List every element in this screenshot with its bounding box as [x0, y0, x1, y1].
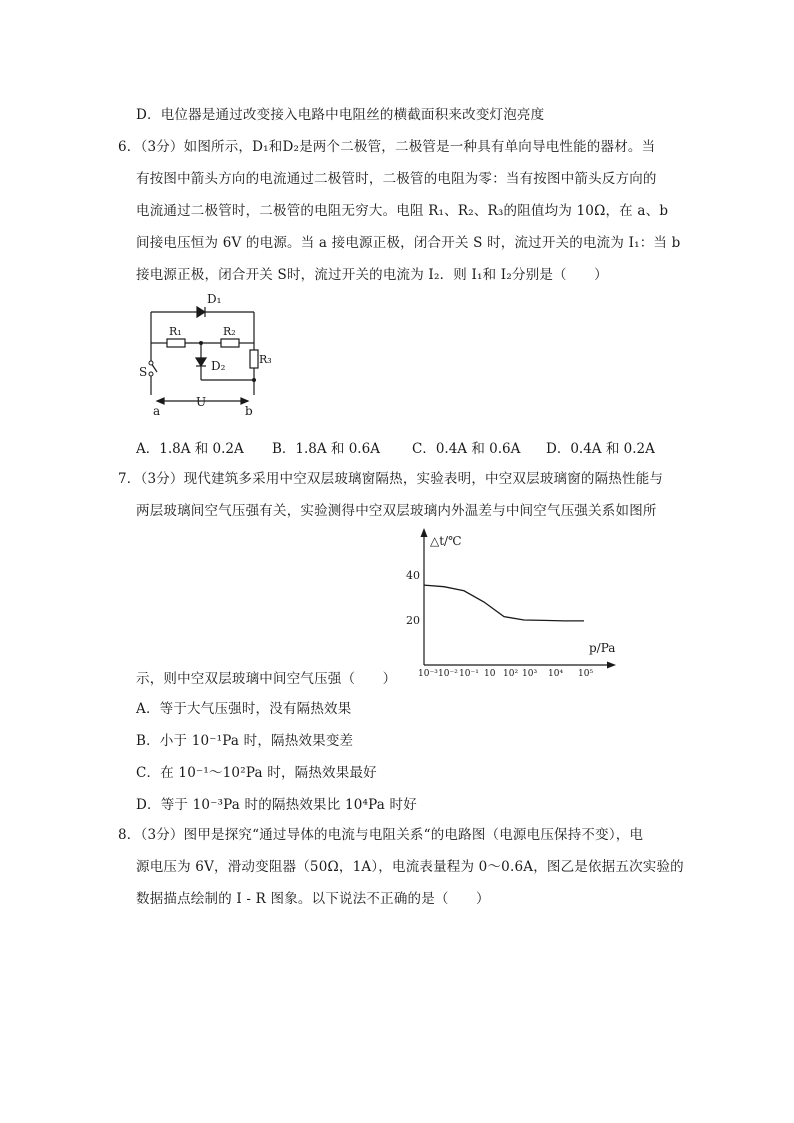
q7-option-d: D．等于 10⁻³Pa 时的隔热效果比 10⁴Pa 时好 — [136, 797, 417, 813]
label-r2: R₂ — [223, 325, 236, 338]
q6-stem-line-4: 间接电压恒为 6V 的电源。当 a 接电源正极，闭合开关 S 时，流过开关的电流为 I₁：当 b — [136, 235, 681, 251]
q7-option-b: B．小于 10⁻¹Pa 时，隔热效果变差 — [136, 733, 354, 749]
x-axis-label: p/Pa — [589, 641, 616, 655]
q7-option-a: A．等于大气压强时，没有隔热效果 — [136, 701, 352, 717]
label-r1: R₁ — [169, 325, 182, 338]
x-tick-label: 10 — [484, 669, 496, 679]
y-axis-arrow — [421, 528, 428, 537]
x-tick-label: 10⁻¹ — [459, 669, 479, 679]
q5-option-d: D．电位器是通过改变接入电路中电阻丝的横截面积来改变灯泡亮度 — [136, 107, 545, 123]
x-tick-label: 10³ — [522, 669, 538, 679]
series-curve — [424, 585, 584, 621]
x-tick-label: 10⁵ — [578, 669, 594, 679]
x-tick-label: 10⁻³ — [418, 669, 438, 679]
q6-stem-line-1: 6．（3分）如图所示，D₁和D₂是两个二极管，二极管是一种具有单向导电性能的器材。当 — [118, 139, 656, 155]
q6-stem-line-3: 电流通过二极管时，二极管的电阻无穷大。电阻 R₁、R₂、R₃的阻值均为 10Ω，在 a、b — [136, 203, 669, 219]
circuit-diagram — [135, 288, 270, 420]
q8-stem-line-1: 8．（3分）图甲是探究“通过导体的电流与电阻关系“的电路图（电源电压保持不变），电 — [118, 827, 644, 843]
label-r3: R₃ — [259, 353, 272, 366]
x-axis-arrow — [607, 662, 616, 669]
y-tick-label: 40 — [406, 569, 420, 582]
q6-option-c: C．0.4A 和 0.6A — [412, 441, 521, 457]
label-a: a — [153, 404, 161, 418]
q7-stem-line-1: 7．（3分）现代建筑多采用中空双层玻璃窗隔热，实验表明，中空双层玻璃窗的隔热性能与 — [118, 471, 664, 487]
q6-stem-line-2: 有按图中箭头方向的电流通过二极管时，二极管的电阻为零：当有按图中箭头反方向的 — [136, 171, 657, 187]
y-tick-label: 20 — [406, 614, 420, 627]
x-tick-label: 10⁻² — [438, 669, 458, 679]
q6-option-b: B．1.8A 和 0.6A — [272, 441, 380, 457]
q7-option-c: C．在 10⁻¹～10²Pa 时，隔热效果最好 — [136, 765, 377, 781]
q6-option-d: D．0.4A 和 0.2A — [546, 441, 655, 457]
q7-stem-line-3: 示，则中空双层玻璃中间空气压强（ ） — [136, 671, 397, 687]
label-d2: D₂ — [211, 359, 226, 373]
label-b: b — [245, 404, 253, 418]
y-axis-label: △t/℃ — [430, 534, 462, 548]
q6-option-a: A．1.8A 和 0.2A — [136, 441, 244, 457]
label-d1: D₁ — [207, 292, 222, 306]
pressure-temperature-chart — [400, 525, 630, 683]
x-tick-label: 10² — [503, 669, 519, 679]
x-tick-label: 10⁴ — [548, 669, 564, 679]
q6-stem-line-5: 接电源正极，闭合开关 S时，流过开关的电流为 I₂．则 I₁和 I₂分别是（ ） — [136, 267, 608, 283]
label-s: S — [139, 365, 148, 379]
q7-stem-line-2: 两层玻璃间空气压强有关，实验测得中空双层玻璃内外温差与中间空气压强关系如图所 — [136, 503, 657, 519]
q8-stem-line-2: 源电压为 6V，滑动变阻器（50Ω，1A），电流表量程为 0～0.6A，图乙是依据五次实验的 — [136, 859, 684, 875]
label-u: U — [196, 395, 207, 409]
q8-stem-line-3: 数据描点绘制的 I - R 图象。以下说法不正确的是（ ） — [136, 891, 490, 907]
